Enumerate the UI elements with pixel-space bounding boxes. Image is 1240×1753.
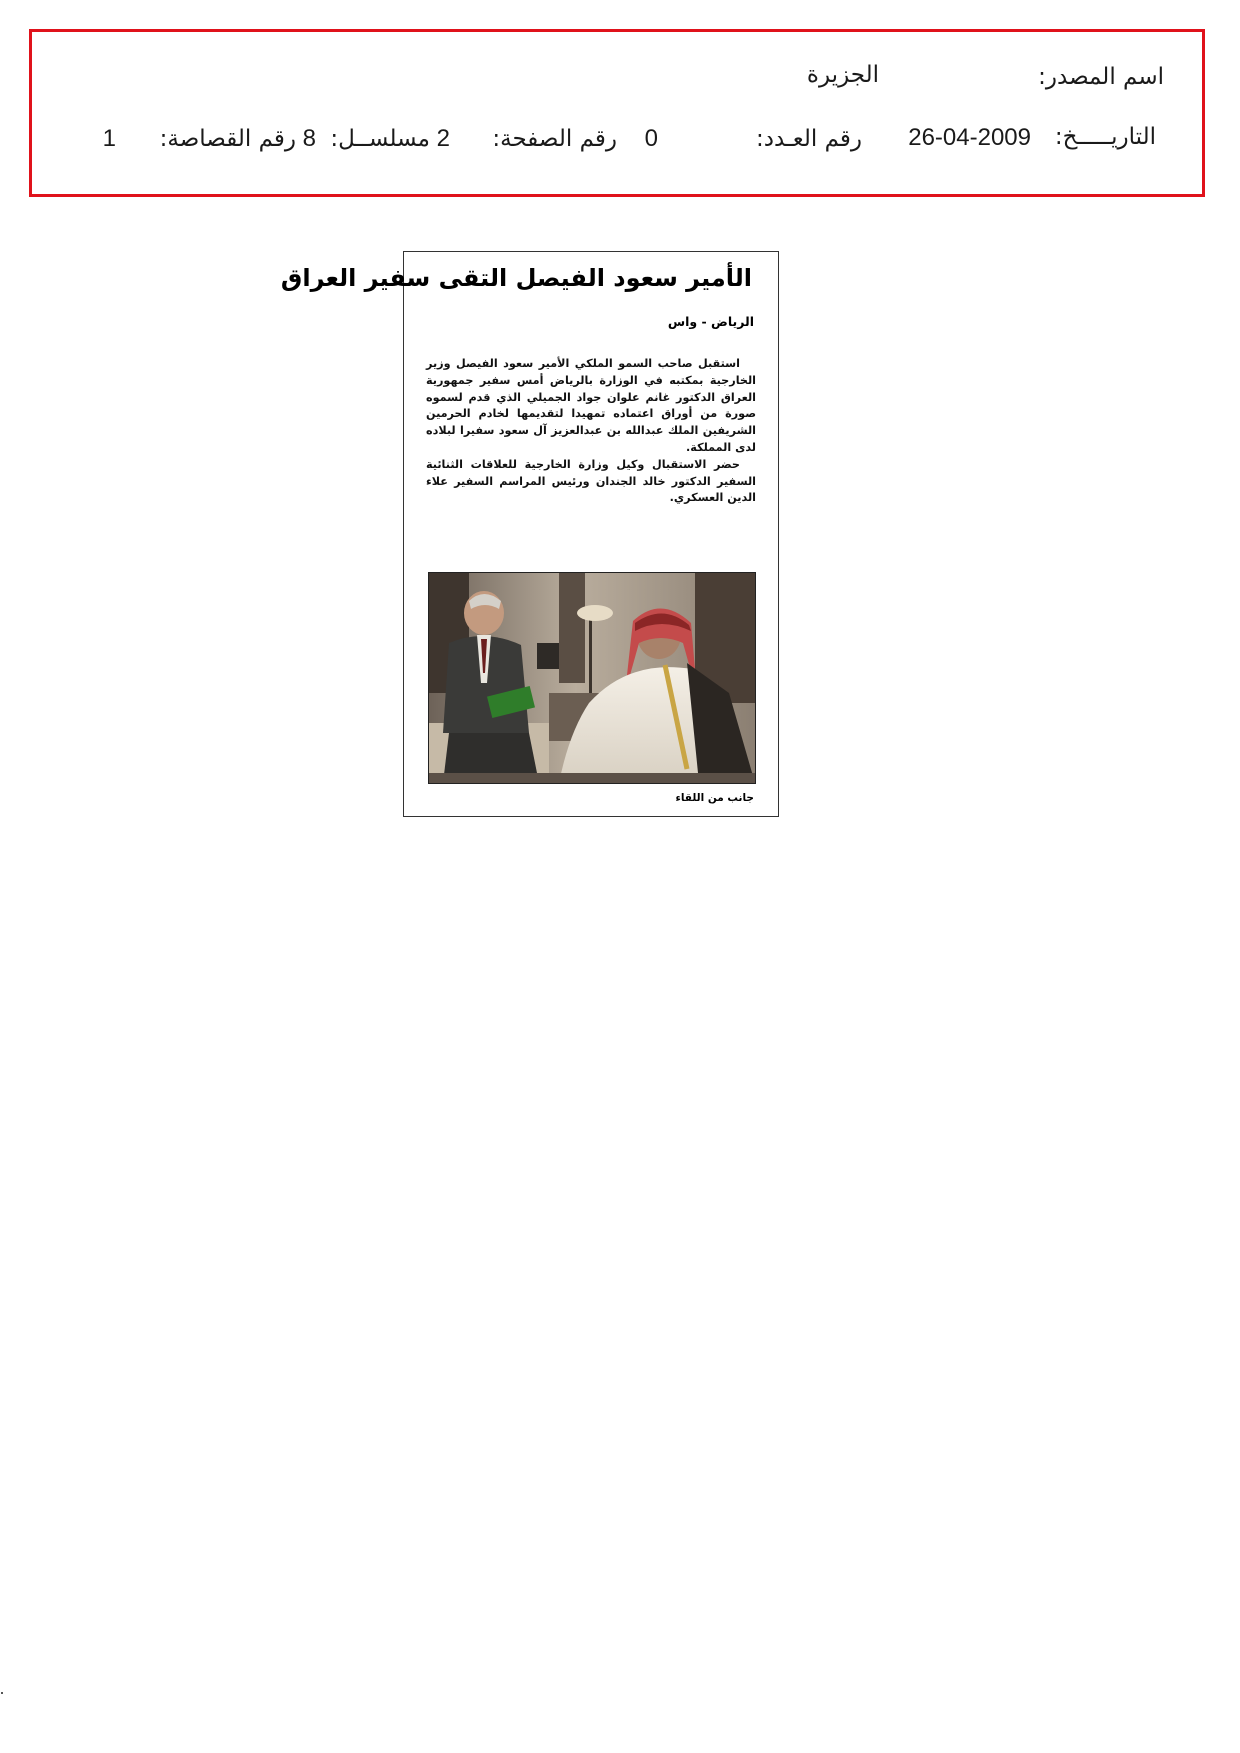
- scan-speck: [1, 1692, 3, 1694]
- article-paragraph-2: حضر الاستقبال وكيل وزارة الخارجية للعلاقات الثنائية السفير الدكتور خالد الجندان ورئيس المراسم السفير علاء الدين العسكري.: [426, 457, 756, 505]
- clipping-metadata-box: [29, 29, 1205, 197]
- source-label: اسم المصدر:: [1038, 64, 1164, 90]
- article-dateline: الرياض - واس: [667, 314, 754, 329]
- serial-value: 8: [302, 125, 316, 152]
- date-value: 26-04-2009: [908, 124, 1031, 151]
- article-body: [426, 356, 756, 507]
- newspaper-clipping: [280, 251, 779, 817]
- issue-label: رقم العـدد:: [755, 126, 862, 152]
- page-label: رقم الصفحة:: [492, 126, 617, 152]
- article-photo: [428, 572, 756, 784]
- source-value: الجزيرة: [806, 62, 879, 88]
- article-paragraph-1: استقبل صاحب السمو الملكي الأمير سعود الفيصل وزير الخارجية بمكتبه في الوزارة بالرياض أمس سفير جمهورية العراق الدكتور غانم علوان جواد الجميلي الذي قدم لسموه صورة من أوراق اعتماده تمهيدا لتقديمها لخادم الحرمين الشريفين الملك عبدالله بن عبدالعزيز آل سعود سفيرا لبلاده لدى المملكة.: [426, 357, 756, 454]
- issue-value: 0: [644, 125, 658, 152]
- photo-caption: جانب من اللقاء: [675, 792, 754, 804]
- meeting-photo-image: [429, 573, 755, 783]
- clip-number-label: رقم القصاصة:: [159, 126, 296, 152]
- serial-label: مسلســل:: [330, 126, 430, 152]
- clip-number-value: 1: [102, 125, 116, 152]
- date-label: التاريـــــخ:: [1054, 124, 1156, 150]
- article-headline: الأمير سعود الفيصل التقى سفير العراق: [280, 264, 752, 292]
- page-value: 2: [436, 125, 450, 152]
